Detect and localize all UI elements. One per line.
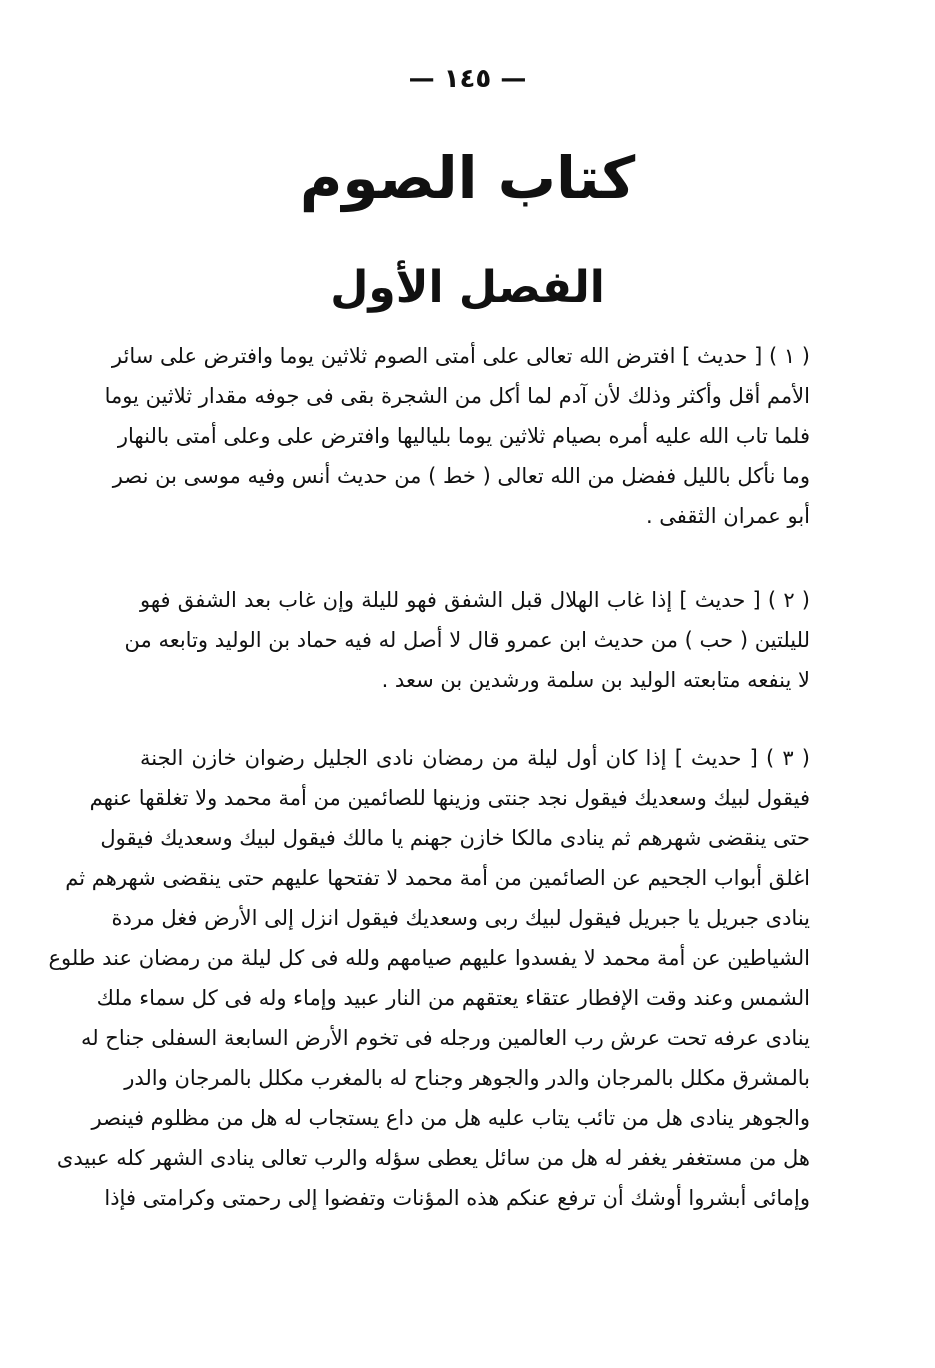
text-line: اغلق أبواب الجحيم عن الصائمين من أمة محمد لا تفتحها عليهم حتى ينقضى شهرهم ثم [65,866,810,890]
page-number: — ١٤٥ — [408,64,527,94]
text-line: ينادى عرفه تحت عرش رب العالمين ورجله فى تخوم الأرض السابعة السفلى جناح له [80,1026,810,1050]
text-line: وإمائى أبشروا أوشك أن ترفع عنكم هذه المؤنات وتفضوا إلى رحمتى وكرامتى فإذا [104,1186,810,1210]
text-line: الشمس وعند وقت الإفطار عتقاء يعتقهم من النار عبيد وإماء وله فى كل سماء ملك [96,986,810,1010]
hadith-paragraph-3 [48,738,810,1218]
chapter-title: الفصل الأول [330,262,605,313]
hadith-paragraph-1 [104,336,810,536]
text-line: أبو عمران الثقفى . [645,504,810,528]
text-line: فيقول لبيك وسعديك فيقول نجد جنتى وزينها للصائمين من أمة محمد ولا تغلقها عنهم [89,786,810,810]
text-line: بالمشرق مكلل بالمرجان والدر والجوهر وجناح له بالمغرب مكلل بالمرجان والدر [124,1066,810,1090]
book-title: كتاب الصوم [299,144,636,212]
text-line: الشياطين عن أمة محمد لا يفسدوا عليهم صيامهم ولله فى كل ليلة من رمضان عند طلوع [48,946,810,970]
text-line: فلما تاب الله عليه أمره بصيام ثلاثين يوما بلياليها وافترض على وعلى أمتى بالنهار [117,424,810,448]
hadith-paragraph-2 [124,580,810,700]
text-line: ينادى جبريل يا جبريل فيقول لبيك ربى وسعديك فيقول انزل إلى الأرض فغل مردة [111,906,810,930]
text-line: لا ينفعه متابعته الوليد بن سلمة ورشدين بن سعد . [381,668,810,692]
text-line: والجوهر ينادى هل من تائب يتاب عليه هل من داع يستجاب له هل من مظلوم فينصر [91,1106,810,1130]
text-line: ( ٢ ) [ حديث ] إذا غاب الهلال قبل الشفق فهو لليلة وإن غاب بعد الشفق فهو [140,588,810,612]
text-line: ( ٣ ) [ حديث ] إذا كان أول ليلة من رمضان نادى الجليل رضوان خازن الجنة [140,746,810,770]
text-line: وما نأكل بالليل ففضل من الله تعالى ( خط ) من حديث أنس وفيه موسى بن نصر [112,464,810,488]
text-line: لليلتين ( حب ) من حديث ابن عمرو قال لا أصل له فيه حماد بن الوليد وتابعه من [124,628,810,652]
text-line: هل من مستغفر يغفر له هل من سائل يعطى سؤله والرب تعالى ينادى الشهر كله عبيدى [56,1146,810,1170]
text-line: حتى ينقضى شهرهم ثم ينادى مالكا خازن جهنم يا مالك فيقول لبيك وسعديك فيقول [100,826,810,850]
text-line: ( ١ ) [ حديث ] افترض الله تعالى على أمتى الصوم ثلاثين يوما وافترض على سائر [111,344,810,368]
text-line: الأمم أقل وأكثر وذلك لأن آدم لما أكل من الشجرة بقى فى جوفه مقدار ثلاثين يوما [104,384,810,408]
